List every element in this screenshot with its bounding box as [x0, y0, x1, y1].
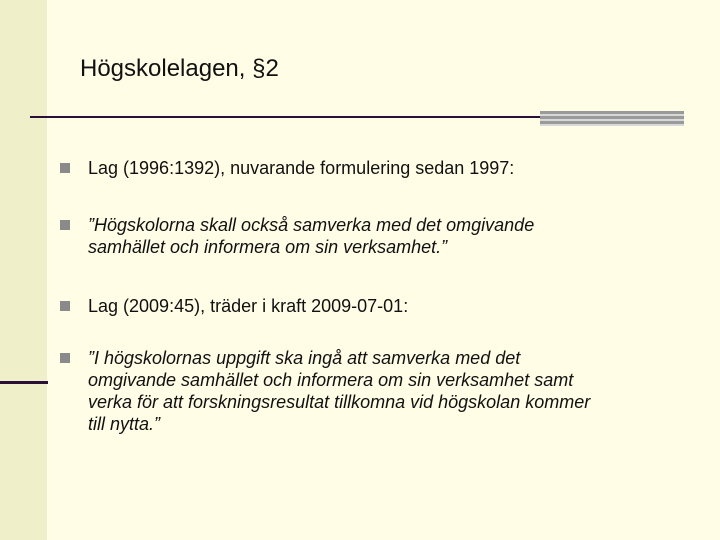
bullet-item-3 — [60, 295, 660, 317]
bullet-square-icon — [60, 163, 70, 173]
bullet-square-icon — [60, 353, 70, 363]
bullet-text-1: Lag (1996:1392), nuvarande formulering sedan 1997: — [88, 158, 515, 178]
left-accent-line — [0, 381, 48, 384]
bullet-item-4 — [60, 347, 660, 435]
bullet-text-2: ”Högskolorna skall också samverka med det omgivande samhället och informera om sin verksamhet.” — [88, 215, 535, 257]
bullet-text-4: ”I högskolornas uppgift ska ingå att samverka med det omgivande samhället och informera om sin verksamhet samt verka för att forskningsresultat tillkomna vid högskolan kommer till nytta.” — [88, 348, 591, 434]
bullet-item-1 — [60, 157, 660, 179]
title-divider-accent — [540, 111, 684, 126]
bullet-square-icon — [60, 220, 70, 230]
bullet-item-2 — [60, 214, 660, 258]
bullet-text-3: Lag (2009:45), träder i kraft 2009-07-01: — [88, 296, 409, 316]
left-sidebar-band — [0, 0, 47, 540]
bullet-square-icon — [60, 301, 70, 311]
slide-title: Högskolelagen, §2 — [80, 55, 279, 82]
